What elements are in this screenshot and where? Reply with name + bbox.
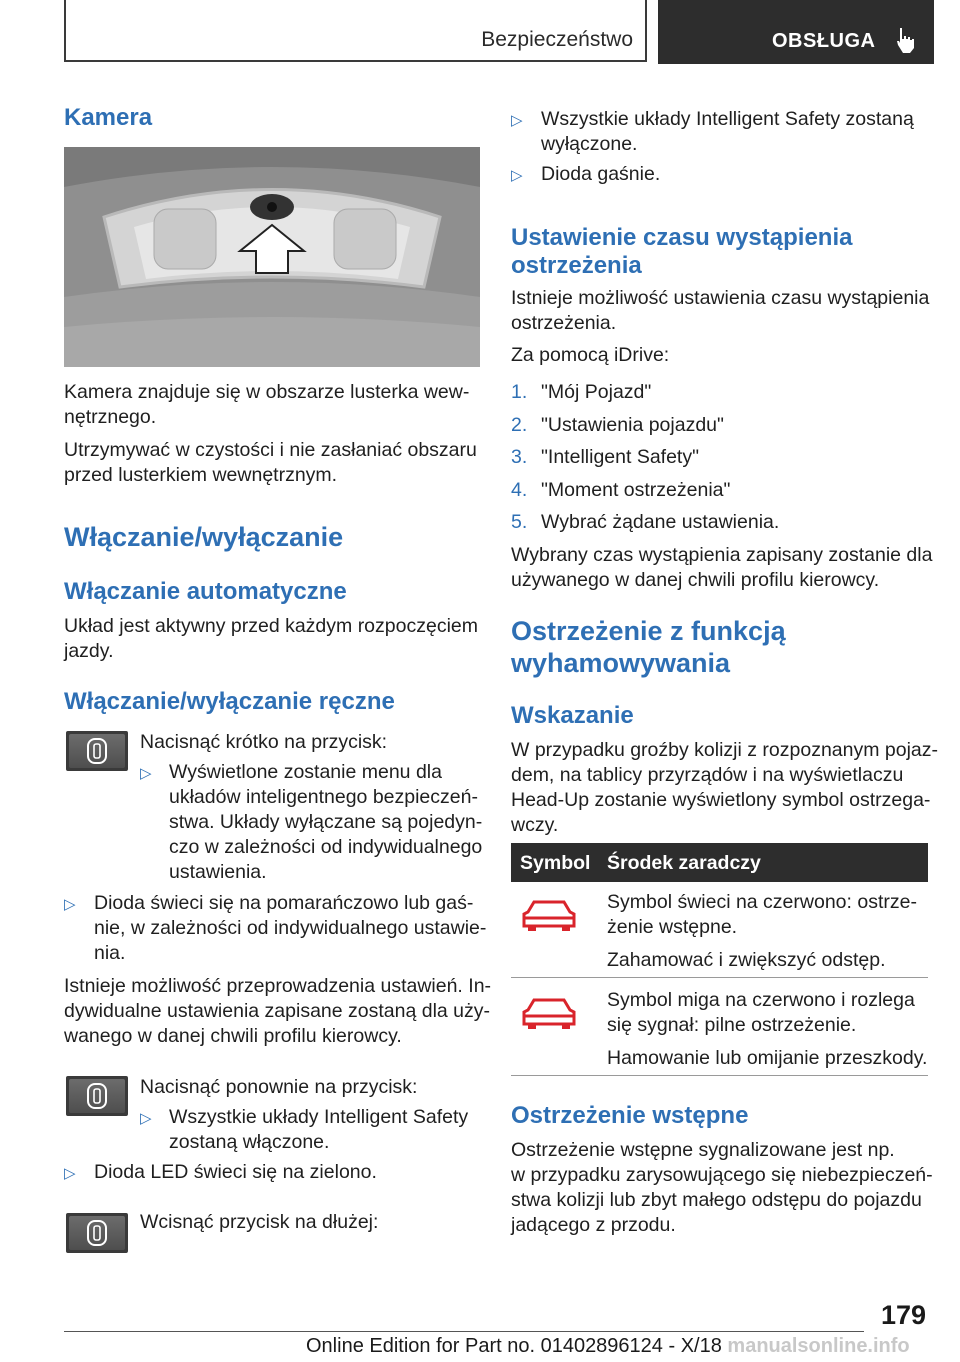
text-line: stwa. Układy wyłączane są pojedyn‐: [169, 811, 483, 833]
bullet-triangle-icon: ▷: [140, 1110, 152, 1127]
step-number: 2.: [511, 413, 528, 436]
led-bullet-text: [94, 891, 486, 966]
header-chapter-label: OBSŁUGA: [772, 30, 876, 52]
idrive-text: Za pomocą iDrive:: [511, 344, 670, 366]
text-line: W przypadku groźby kolizji z rozpoznanym pojaz‐: [511, 739, 939, 761]
text-line: stwa kolizji lub zbyt małego odstępu do pojazdu: [511, 1189, 922, 1211]
bullet-triangle-icon: ▷: [64, 1165, 76, 1182]
step-number: 4.: [511, 478, 528, 501]
text-line: wanego w danej chwili profilu kierowcy.: [64, 1025, 402, 1047]
text-line: układów inteligentnego bezpieczeń‐: [169, 786, 478, 808]
car-warning-icon: [522, 898, 576, 937]
car-warning-icon-graphic: [522, 898, 576, 932]
header-chapter-tab: [658, 0, 934, 64]
text-line: w przypadku zarysowującego się niebezpieczeń‐: [511, 1164, 933, 1186]
text-line: Wszystkie układy Intelligent Safety: [169, 1106, 469, 1128]
bullet-triangle-icon: ▷: [511, 167, 523, 184]
step-text: "Mój Pojazd": [541, 381, 652, 403]
text-line: ustawienia.: [169, 861, 267, 883]
text-line: dem, na tablicy przyrządów i na wyświetlaczu: [511, 764, 904, 786]
text-line: Istnieje możliwość ustawienia czasu wystąpienia: [511, 287, 930, 309]
camera-button-image: [66, 731, 128, 771]
camera-button-icon: [85, 1219, 109, 1247]
step-text: "Intelligent Safety": [541, 446, 700, 468]
site-watermark: manualsonline.info: [727, 1335, 910, 1357]
camera-paragraph-1: [64, 380, 469, 430]
manual-title: Włączanie/wyłączanie ręczne: [64, 688, 395, 715]
text-line: wyłączone.: [541, 133, 638, 155]
step-number: 3.: [511, 446, 528, 468]
timing-title: [511, 224, 852, 280]
table-divider: [511, 977, 928, 978]
text-line: Hamowanie lub omijanie przeszkody.: [607, 1047, 928, 1069]
text-line: Istnieje możliwość przeprowadzenia ustawień. In‐: [64, 975, 492, 997]
led-green-text: Dioda LED świeci się na zielono.: [94, 1161, 377, 1183]
camera-title: Kamera: [64, 104, 153, 131]
footer-edition: [306, 1335, 910, 1358]
table-divider: [511, 1075, 928, 1076]
onoff-title: Włączanie/wyłączanie: [64, 522, 344, 552]
title-line: Ostrzeżenie z funkcją: [511, 616, 786, 646]
list-item: [511, 478, 779, 511]
text-line: czo w zależności od indywidualnego: [169, 836, 483, 858]
press-short-text: Nacisnąć krótko na przycisk:: [140, 731, 388, 753]
bullet-triangle-icon: ▷: [140, 765, 152, 782]
text-line: Kamera znajduje się w obszarze lusterka wew‐: [64, 381, 470, 403]
press-long-text: Wcisnąć przycisk na dłużej:: [140, 1211, 379, 1233]
text-line: Dioda świeci się na pomarańczowo lub gaś‐: [94, 892, 474, 914]
footer-divider: [64, 1331, 864, 1332]
table-row-1: [607, 890, 917, 973]
text-line: jazdy.: [64, 640, 114, 662]
camera-photo: [64, 147, 480, 367]
text-line: Wybrany czas wystąpienia zapisany zostanie dla: [511, 544, 933, 566]
text-line: Zahamować i zwiększyć odstęp.: [607, 949, 886, 971]
title-line: Ustawienie czasu wystąpienia: [511, 224, 853, 251]
title-line: wyhamowywania: [511, 648, 731, 678]
step-number: 1.: [511, 381, 528, 403]
text-line: nia.: [94, 942, 126, 964]
pre-warning-paragraph: [511, 1138, 933, 1238]
step-text: Wybrać żądane ustawienia.: [541, 511, 780, 533]
pre-warning-title: Ostrzeżenie wstępne: [511, 1102, 749, 1129]
edition-text: Online Edition for Part no. 01402896124 - X/18: [306, 1335, 722, 1357]
list-item: [511, 380, 779, 413]
text-line: żenie wstępne.: [607, 916, 738, 938]
text-line: Head-Up zostanie wyświetlony symbol ostrzega‐: [511, 789, 931, 811]
led-off-text: Dioda gaśnie.: [541, 163, 661, 185]
column-header-symbol: Symbol: [520, 852, 591, 874]
car-warning-icon-graphic: [522, 996, 576, 1030]
title-line: ostrzeżenia: [511, 252, 642, 279]
text-line: Wyświetlone zostanie menu dla: [169, 761, 442, 783]
text-line: używanego w danej chwili profilu kierowcy.: [511, 569, 880, 591]
text-line: przed lusterkiem wewnętrznym.: [64, 464, 338, 486]
camera-paragraph-2: [64, 438, 477, 488]
car-interior-illustration: [64, 147, 480, 367]
text-line: wczy.: [511, 814, 559, 836]
table-header: [511, 843, 928, 882]
press-again-text: Nacisnąć ponownie na przycisk:: [140, 1076, 418, 1098]
car-warning-icon: [522, 996, 576, 1035]
bullet-triangle-icon: ▷: [511, 112, 523, 129]
camera-button-image: [66, 1213, 128, 1253]
text-line: Wszystkie układy Intelligent Safety zostaną: [541, 108, 914, 130]
text-line: zostaną włączone.: [169, 1131, 330, 1153]
list-item: [511, 445, 779, 478]
list-item: [511, 413, 779, 446]
step-text: "Moment ostrzeżenia": [541, 478, 731, 501]
text-line: Ostrzeżenie wstępne sygnalizowane jest np.: [511, 1139, 895, 1161]
all-on-bullet-text: [169, 1105, 468, 1155]
hint-paragraph: [511, 738, 938, 838]
text-line: Układ jest aktywny przed każdym rozpoczęciem: [64, 615, 478, 637]
text-line: Symbol świeci na czerwono: ostrze‐: [607, 891, 917, 913]
step-text: "Ustawienia pojazdu": [541, 413, 724, 436]
text-line: nętrznego.: [64, 406, 157, 428]
camera-button-icon: [85, 737, 109, 765]
camera-button-image: [66, 1076, 128, 1116]
steps-list: [511, 380, 779, 543]
bullet-triangle-icon: ▷: [64, 896, 76, 913]
header-section-box: [64, 0, 647, 62]
text-line: ostrzeżenia.: [511, 312, 617, 334]
settings-paragraph: [64, 974, 491, 1049]
text-line: nie, w zależności od indywidualnego ustawie‐: [94, 917, 487, 939]
step-number: 5.: [511, 511, 528, 533]
text-line: dywidualne ustawienia zapisane zostaną dla uży‐: [64, 1000, 491, 1022]
auto-title: Włączanie automatyczne: [64, 578, 347, 605]
hand-pointer-icon: [896, 26, 918, 54]
text-line: Symbol miga na czerwono i rozlega: [607, 989, 915, 1011]
menu-bullet-text: [169, 760, 482, 885]
table-row-2: [607, 988, 927, 1071]
header-section-title: Bezpieczeństwo: [481, 28, 633, 51]
text-line: Utrzymywać w czystości i nie zasłaniać obszaru: [64, 439, 477, 461]
text-line: się sygnał: pilne ostrzeżenie.: [607, 1014, 857, 1036]
camera-button-icon: [85, 1082, 109, 1110]
text-line: jadącego z przodu.: [511, 1214, 676, 1236]
list-item: [511, 510, 779, 543]
hint-title: Wskazanie: [511, 702, 634, 729]
brake-title: [511, 615, 786, 679]
timing-paragraph: [511, 286, 929, 336]
auto-paragraph: [64, 614, 478, 664]
column-header-remedy: Środek zaradczy: [607, 852, 761, 874]
page-number: 179: [881, 1300, 927, 1330]
saved-paragraph: [511, 543, 932, 593]
all-off-bullet-text: [541, 107, 914, 157]
